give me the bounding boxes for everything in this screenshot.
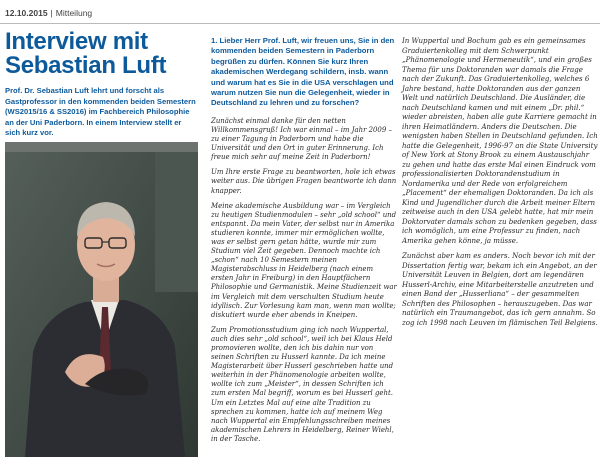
paragraph: Um Ihre erste Frage zu beantworten, hole ich etwas weiter aus. Die übrigen Fragen beantworte ich dann knapper. [211, 168, 397, 195]
right-column [402, 36, 598, 333]
left-column [5, 30, 198, 139]
paragraph: Zum Promotionsstudium ging ich nach Wuppertal, auch dies sehr „old school“, weil ich bei Klaus Held promovieren wollte, den ich bis dahin nur von seinen Schriften zu Husserl kannte. Da ich meine Magisterarbeit über Husserl geschrieben hatte und weiterhin in der Phänomenologie arbeiten wollte, wollte ich zum „Meister“, in dessen Schriften ich zum ersten Mal begriff, worum es bei Husserl geht. Um ein Letztes Mal auf eine alte Tradition zu sprechen zu kommen, hatte ich auf meinem Weg nach Wuppertal ein Empfehlungsschreiben meines akademischen Lehrers in Heidelberg, Reiner Wiehl, in der Tasche. [211, 325, 394, 443]
question-1: 1. Lieber Herr Prof. Luft, wir freuen uns, Sie in den kommenden beiden Semestern in Paderborn begrüßen zu dürfen. Können Sie kurz Ihren akademischen Werdegang schildern, insb. wann und warum hat es Sie in die USA verschlagen und warum nutzen Sie nun die Gelegenheit, wieder in Deutschland zu lehren und zu forschen? [211, 36, 395, 108]
title-line-2: Sebastian Luft [5, 52, 167, 79]
paragraph: Zunächst aber kam es anders. Noch bevor ich mit der Dissertation fertig war, bekam ich ein Angebot, an der Universität Leuven in Belgien, dort am legendären Husserl-Archiv, eine Mitarbeiterstelle anzutreten und einen Band der „Husserliana“ – der gesammelten Schriften des Philosophen – herauszugeben. Das war natürlich ein Traumangebot, das ich gern annahm. So zog ich 1998 nach Leuven im flämischen Teil Belgiens. [402, 251, 598, 327]
paragraph: Meine akademische Ausbildung war – im Vergleich zu heutigen Studienmodulen – sehr „old school“ und entspannt. Da mein Vater, der selbst nur in Amerika studieren konnte, immer mir ermöglichen wollte, was er selbst gern getan hätte, wurde mir zum Studium viel Zeit gegeben. Dennoch machte ich „schon“ nach 10 Semestern meinen Magisterabschluss in Heidelberg (nach einem ersten Jahr in Freiburg) in den Hauptfächern Philosophie und Germanistik. Meine Studienzeit war im Vergleich mit dem verschulten Studium heute idyllisch. Zur Vorlesung kam man, wenn man wollte; diskutiert wurde eher abends in Kneipen. [211, 201, 397, 319]
answer-1-part-1 [211, 117, 397, 444]
portrait-illustration [5, 142, 198, 457]
answer-1-part-2 [402, 36, 598, 327]
title-line-1: Interview mit [5, 28, 148, 55]
header-date: 12.10.2015 [5, 8, 48, 18]
paragraph: Zunächst einmal danke für den netten Willkommensgruß! Ich war einmal – im Jahr 2009 – zu einer Tagung in Paderborn und habe die Universität und den Ort in guter Erinnerung. Ich freue mich sehr auf meine Zeit in Paderborn! [211, 116, 392, 162]
article-intro: Prof. Dr. Sebastian Luft lehrt und forscht als Gastprofessor in den kommenden beiden Semestern (WS2015/16 & SS2016) im Fachbereich Philosophie an der Uni Paderborn. In einem Interview stellt er sich kurz vor. [5, 86, 196, 138]
header-section: Mitteilung [55, 8, 93, 18]
middle-column [211, 36, 397, 450]
paragraph: In Wuppertal und Bochum gab es ein gemeinsames Graduiertenkolleg mit dem Schwerpunkt „Phänomenologie und Hermeneutik“, und ein großes Thema für uns Doktoranden war damals die Frage nach der Zukunft. Das Graduiertenkolleg, welches 6 Jahre bestand, hatte Doktoranden aus der ganzen Welt und natürlich Deutschland. Die Ausländer, die nach Deutschland kamen und mit einem „Dr. phil.“ wieder abreisten, haben alle gute Karriere gemacht in ihren Heimatländern. Anders die Deutschen. Die wenigsten haben Stellen in Deutschland gefunden. Ich hatte die Gelegenheit, 1996-97 an die State University of New York at Stony Brook zu einem Austauschjahr zu gehen und hatte das erste Mal einen Eindruck vom professionalisierten Doktorandenstudium in Nordamerika und der Rede von erfolgreichem „Placement“ der ehemaligen Doktoranden. Da ich als Kind und Jugendlicher durch die Arbeit meiner Eltern zeitweise auch in den USA gelebt hatte, hat mir mein Doktorvater damals schon zu bedenken gegeben, dass ich womöglich, um eine Professur zu finden, nach Amerika gehen könne, ja müsse. [402, 36, 598, 245]
article-title [5, 30, 198, 78]
page-header [0, 0, 600, 24]
header-separator: | [50, 8, 53, 18]
portrait-photo [5, 142, 198, 457]
